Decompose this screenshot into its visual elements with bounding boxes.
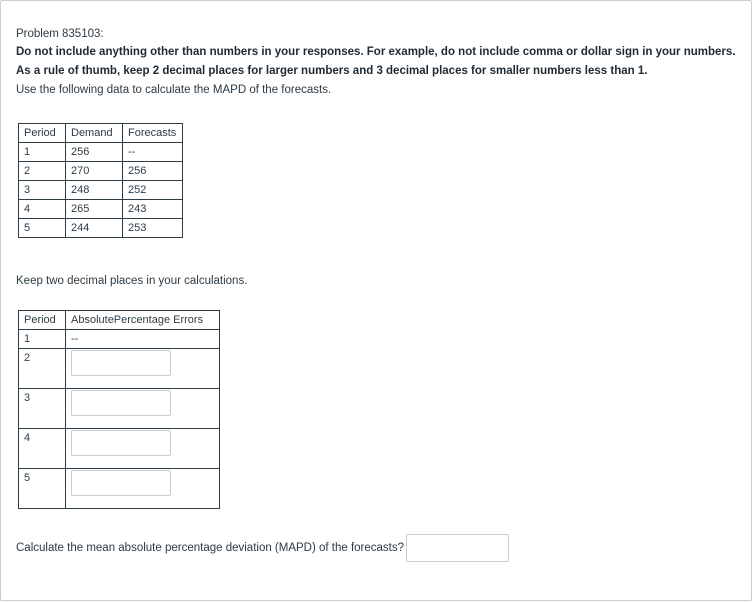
table-row	[19, 162, 183, 181]
demand-cell: 244	[66, 219, 123, 238]
period-cell: 4	[19, 429, 66, 469]
data-table	[18, 123, 183, 238]
header-period: Period	[19, 124, 66, 143]
header-period: Period	[19, 311, 66, 330]
ape-input-period-5[interactable]	[71, 470, 171, 496]
mapd-question-label: Calculate the mean absolute percentage deviation (MAPD) of the forecasts?	[16, 542, 405, 554]
header-ape: AbsolutePercentage Errors	[66, 311, 220, 330]
period-cell: 1	[19, 330, 66, 349]
period-cell: 3	[19, 181, 66, 200]
ape-cell: --	[66, 330, 220, 349]
calculation-note: Keep two decimal places in your calculations.	[16, 275, 248, 287]
forecast-cell: 243	[123, 200, 183, 219]
mapd-input[interactable]	[406, 534, 509, 562]
demand-cell: 256	[66, 143, 123, 162]
period-cell: 5	[19, 469, 66, 509]
header-demand: Demand	[66, 124, 123, 143]
ape-input-period-4[interactable]	[71, 430, 171, 456]
table-row	[19, 469, 220, 509]
period-cell: 2	[19, 162, 66, 181]
ape-table	[18, 310, 220, 509]
question-content	[16, 25, 737, 554]
table-row	[19, 349, 220, 389]
task-text: Use the following data to calculate the MAPD of the forecasts.	[16, 84, 332, 96]
instructions-text: Do not include anything other than numbers in your responses. For example, do not include comma or dollar sign in your numbers. As a rule of thumb, keep 2 decimal places for larger numbers and 3 decimal places for smaller numbers less than 1.	[16, 46, 736, 77]
table-row	[19, 389, 220, 429]
header-forecasts: Forecasts	[123, 124, 183, 143]
problem-id: Problem 835103:	[16, 28, 104, 40]
table-row	[19, 219, 183, 238]
ape-input-period-3[interactable]	[71, 390, 171, 416]
period-cell: 2	[19, 349, 66, 389]
demand-cell: 265	[66, 200, 123, 219]
ape-cell	[66, 469, 220, 509]
table-row	[19, 143, 183, 162]
table-row	[19, 429, 220, 469]
period-cell: 5	[19, 219, 66, 238]
period-cell: 1	[19, 143, 66, 162]
forecast-cell: 253	[123, 219, 183, 238]
demand-cell: 248	[66, 181, 123, 200]
ape-input-period-2[interactable]	[71, 350, 171, 376]
mapd-question	[16, 534, 509, 562]
ape-cell	[66, 349, 220, 389]
forecast-cell: 256	[123, 162, 183, 181]
table-row	[19, 181, 183, 200]
table-row	[19, 330, 220, 349]
ape-cell	[66, 429, 220, 469]
table-row	[19, 200, 183, 219]
forecast-cell: --	[123, 143, 183, 162]
forecast-cell: 252	[123, 181, 183, 200]
data-table-header-row	[19, 124, 183, 143]
ape-cell	[66, 389, 220, 429]
period-cell: 4	[19, 200, 66, 219]
ape-table-header-row	[19, 311, 220, 330]
period-cell: 3	[19, 389, 66, 429]
demand-cell: 270	[66, 162, 123, 181]
